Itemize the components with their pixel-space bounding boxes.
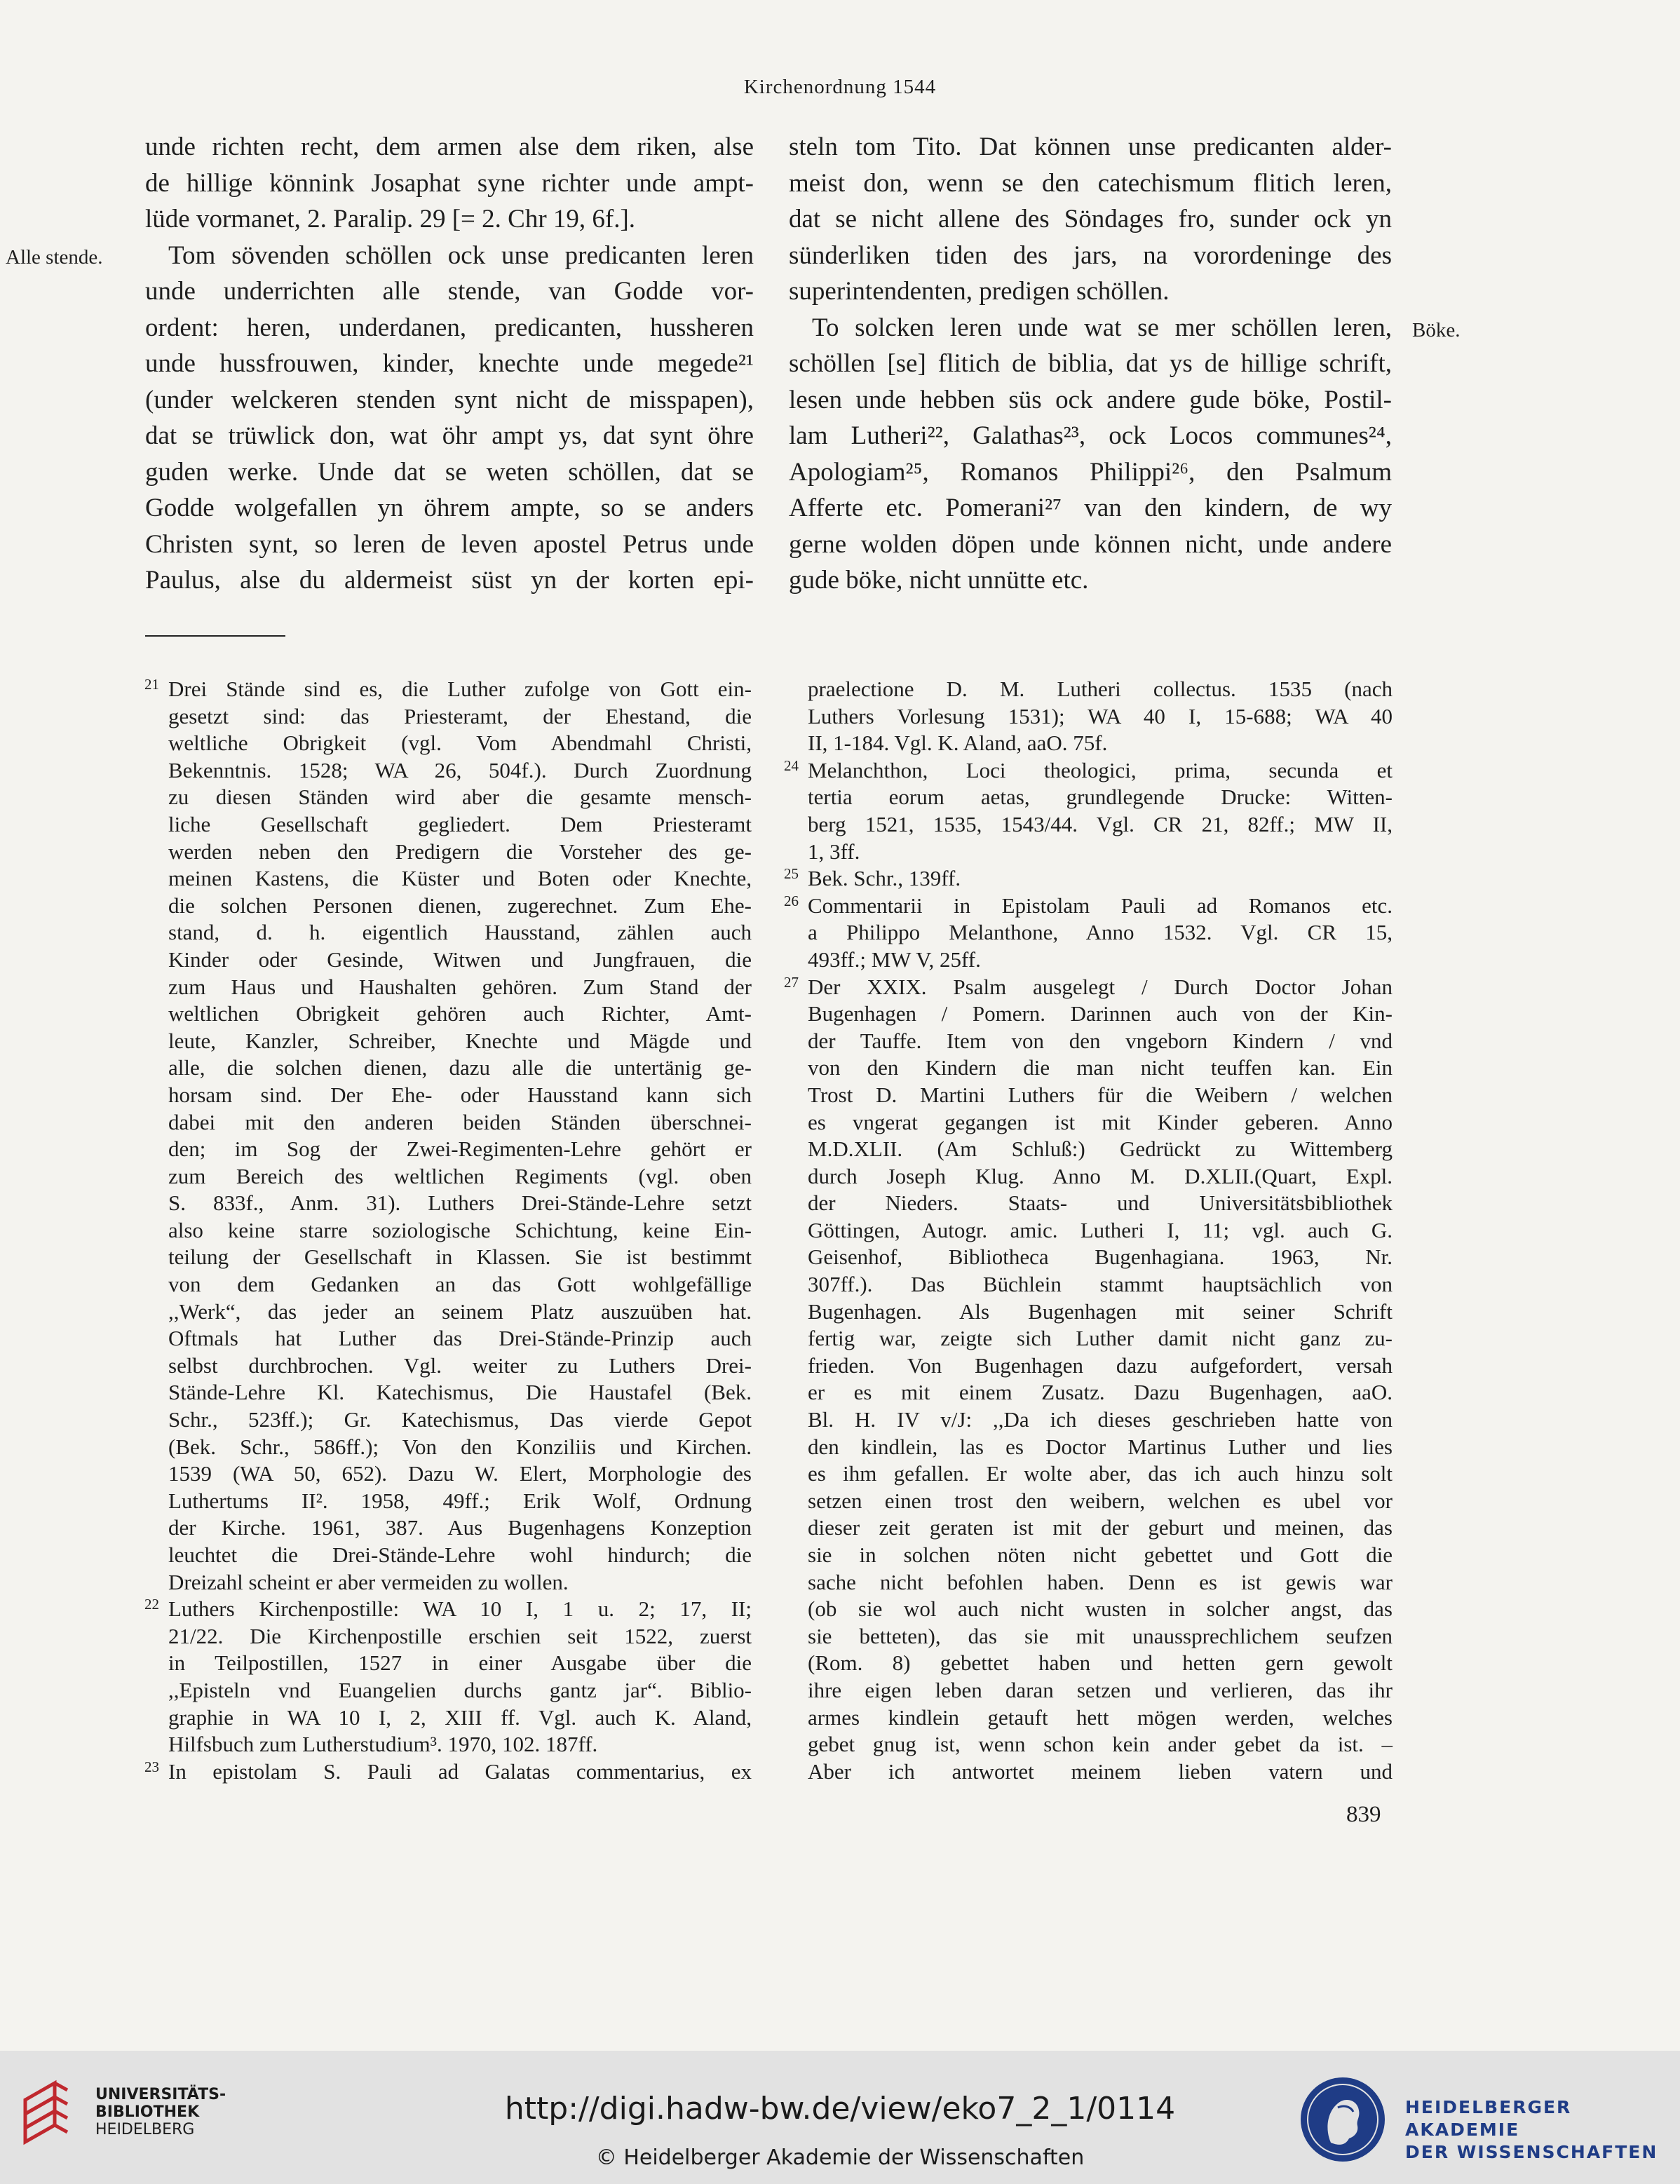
footnote-line: 307ff.). Das Büchlein stammt hauptsächlich von — [808, 1272, 1393, 1297]
footnote-line: In epistolam S. Pauli ad Galatas commentarius, ex — [168, 1758, 752, 1784]
footnote-line: teilung der Gesellschaft in Klassen. Sie ist bestimmt — [168, 1244, 752, 1270]
footnote-line: leuchtet die Drei-Stände-Lehre wohl hindurch; die — [168, 1542, 752, 1567]
footnote-line: ,,Episteln vnd Euangelien durchs gantz jar“. Biblio- — [168, 1677, 752, 1702]
footnote-line: Aber ich antwortet meinem lieben vatern und — [808, 1758, 1393, 1784]
footnote-line: Bugenhagen / Pomern. Darinnen auch von der Kin- — [808, 1001, 1393, 1026]
footnote-number: 27 — [784, 973, 799, 991]
text-line: lüde vormanet, 2. Paralip. 29 [= 2. Chr 19, 6f.]. — [145, 205, 636, 233]
footnote-line: sie in solchen nöten nicht gebettet und Gott die — [808, 1542, 1393, 1567]
copyright-notice: © Heidelberger Akademie der Wissenschaften — [595, 2145, 1085, 2170]
text-line: gerne wolden döpen unde können nicht, unde andere — [789, 529, 1392, 559]
text-line: dat se nicht allene des Söndages fro, sunder ock yn — [789, 205, 1392, 233]
footnote-line: ihre eigen leben daran setzen und verlieren, das ihr — [808, 1677, 1393, 1702]
main-text-right-column — [789, 129, 1392, 599]
footnote-line: sache nicht befohlen haben. Denn es ist gewis war — [808, 1569, 1393, 1594]
footnote-number: 24 — [784, 757, 799, 774]
footnote-line: ,,Werk“, das jeder an seinem Platz auszuüben hat. — [168, 1298, 752, 1324]
footnote-line: Trost D. Martini Luthers für die Weibern / welchen — [808, 1082, 1393, 1107]
document-url-link[interactable]: http://digi.hadw-bw.de/view/eko7_2_1/0114 — [504, 2091, 1176, 2127]
footnote-line: weltlichen Obrigkeit gehören auch Richter, Amt- — [168, 1001, 752, 1026]
footnote-line: Luthertums II². 1958, 49ff.; Erik Wolf, Ordnung — [168, 1488, 752, 1513]
footnote-line: frieden. Von Bugenhagen dazu aufgefordert, versah — [808, 1352, 1393, 1378]
text-line: unde richten recht, dem armen alse dem riken, alse — [145, 133, 754, 161]
text-line: Afferte etc. Pomerani²⁷ van den kindern, de wy — [789, 494, 1392, 522]
footnote-line: Der XXIX. Psalm ausgelegt / Durch Doctor Johan — [808, 974, 1393, 999]
footnote-line: der Kirche. 1961, 387. Aus Bugenhagens Konzeption — [168, 1515, 752, 1540]
footnote-line: Drei Stände sind es, die Luther zufolge von Gott ein- — [168, 677, 752, 701]
footnote-line: armes kindlein getauft hett mögen werden, welches — [808, 1704, 1393, 1730]
text-line: Godde wolgefallen yn öhrem ampte, so se anders — [145, 494, 754, 522]
footnote-line: durch Joseph Klug. Anno M. D.XLII.(Quart, Expl. — [808, 1163, 1393, 1188]
footnote-line: Luthers Vorlesung 1531); WA 40 I, 15-688; WA 40 — [808, 703, 1393, 728]
text-line: (under welckeren stenden synt nicht de misspapen), — [145, 385, 754, 414]
footnote-line: M.D.XLII. (Am Schluß:) Gedrückt zu Wittemberg — [808, 1137, 1393, 1162]
hadw-line-1: HEIDELBERGER AKADEMIE — [1405, 2097, 1572, 2140]
text-line: sünderliken tiden des jars, na vorordeninge des — [789, 240, 1392, 270]
text-line: unde hussfrouwen, kinder, knechte unde megede²¹ — [145, 349, 754, 378]
footnote-line: 21/22. Die Kirchenpostille erschien seit 1522, zuerst — [168, 1623, 752, 1648]
footnote-line: weltliche Obrigkeit (vgl. Vom Abendmahl Christi, — [168, 731, 752, 756]
text-line: guden werke. Unde dat se weten schöllen, dat se — [145, 457, 754, 487]
footnote-line: leute, Kanzler, Schreiber, Knechte und Mägde und — [168, 1028, 752, 1053]
footnote-line: meinen Kastens, die Küster und Boten oder Knechte, — [168, 866, 752, 891]
text-line: Apologiam²⁵, Romanos Philippi²⁶, den Psalmum — [789, 457, 1392, 487]
text-line: lam Lutheri²², Galathas²³, ock Locos communes²⁴, — [789, 421, 1392, 450]
footnote-line: tertia eorum aetas, grundlegende Drucke: Witten- — [808, 785, 1393, 810]
footnote-line: von den Kindern die man nicht teuffen kan. Ein — [808, 1055, 1393, 1080]
footnote-line: graphie in WA 10 I, 2, XIII ff. Vgl. auch K. Aland, — [168, 1704, 752, 1730]
footnote-line: gebet gnug ist, wenn schon kein ander gebet da ist. – — [808, 1732, 1393, 1757]
ub-line-1: UNIVERSITÄTS- — [95, 2086, 226, 2103]
footnote-line: von dem Gedanken an das Gott wohlgefällige — [168, 1272, 752, 1297]
ub-line-2: BIBLIOTHEK — [95, 2103, 200, 2121]
footnote-line: praelectione D. M. Lutheri collectus. 1535 (nach — [808, 677, 1393, 701]
margin-note-alle-stende: Alle stende. — [6, 246, 103, 269]
footnote-line: Bekenntnis. 1528; WA 26, 504f.). Durch Zuordnung — [168, 757, 752, 782]
footnote-line: Kinder oder Gesinde, Witwen und Jungfrauen, die — [168, 947, 752, 972]
academy-seal-icon[interactable] — [1297, 2074, 1388, 2169]
text-line: de hillige könnink Josaphat syne richter unde ampt- — [145, 168, 754, 198]
footnote-line: Göttingen, Autogr. amic. Lutheri I, 11; vgl. auch G. — [808, 1217, 1393, 1242]
text-line: Christen synt, so leren de leven apostel Petrus unde — [145, 529, 754, 559]
footnote-line: (ob sie wol auch nicht wusten in solcher angst, das — [808, 1596, 1393, 1622]
footnote-line: also keine starre soziologische Schichtung, keine Ein- — [168, 1217, 752, 1242]
footnote-line: horsam sind. Der Ehe- oder Hausstand kann sich — [168, 1082, 752, 1107]
footnote-line: Stände-Lehre Kl. Katechismus, Die Haustafel (Bek. — [168, 1380, 752, 1405]
footnote-line: 1539 (WA 50, 652). Dazu W. Elert, Morphologie des — [168, 1461, 752, 1486]
footnote-line: Luthers Kirchenpostille: WA 10 I, 1 u. 2; 17, II; — [168, 1596, 752, 1622]
main-text-left-column — [145, 129, 754, 599]
footnote-line: werden neben den Predigern die Vorsteher des ge- — [168, 839, 752, 864]
footnote-rule — [145, 635, 285, 637]
ub-line-3: HEIDELBERG — [95, 2121, 195, 2138]
footnote-number: 25 — [784, 865, 799, 883]
text-line: gude böke, nicht unnütte etc. — [789, 566, 1089, 595]
footnote-line: selbst durchbrochen. Vgl. weiter zu Luthers Drei- — [168, 1352, 752, 1378]
footnote-line: S. 833f., Anm. 31). Luthers Drei-Stände-Lehre setzt — [168, 1191, 752, 1216]
footnote-line: Bugenhagen. Als Bugenhagen mit seiner Schrift — [808, 1298, 1393, 1324]
footnote-line: zu diesen Ständen wird aber die gesamte mensch- — [168, 785, 752, 810]
text-line: Tom sövenden schöllen ock unse predicanten leren — [168, 240, 754, 270]
text-line: superintendenten, predigen schöllen. — [789, 277, 1170, 306]
footnote-line: zum Haus und Haushalten gehören. Zum Stand der — [168, 974, 752, 999]
footnote-line: gesetzt sind: das Priesteramt, der Ehestand, die — [168, 703, 752, 728]
footnotes-left-column — [144, 676, 752, 1785]
footnote-line: Geisenhof, Bibliotheca Bugenhagiana. 1963, Nr. — [808, 1244, 1393, 1270]
text-line: ordent: heren, underdanen, predicanten, hussheren — [145, 313, 754, 342]
footnote-line: 1, 3ff. — [808, 839, 860, 864]
footnote-number: 26 — [784, 892, 799, 909]
footnote-line: Dreizahl scheint er aber vermeiden zu wollen. — [168, 1569, 569, 1594]
footnotes-right-column — [784, 676, 1393, 1785]
text-line: unde underrichten alle stende, van Godde vor- — [145, 277, 754, 306]
footnote-line: Schr., 523ff.); Gr. Katechismus, Das vierde Gepot — [168, 1407, 752, 1432]
footnote-number: 23 — [144, 1758, 159, 1775]
footnote-line: Bek. Schr., 139ff. — [808, 866, 961, 891]
margin-note-boeke: Böke. — [1412, 319, 1461, 341]
page-number: 839 — [1346, 1802, 1381, 1827]
footnote-line: liche Gesellschaft gegliedert. Dem Priesteramt — [168, 811, 752, 836]
footnote-line: Hilfsbuch zum Lutherstudium³. 1970, 102. 187ff. — [168, 1732, 598, 1757]
text-line: schöllen [se] flitich de biblia, dat ys de hillige schrift, — [789, 349, 1392, 378]
text-line: meist don, wenn se den catechismum flitich leren, — [789, 168, 1392, 198]
text-line: To solcken leren unde wat se mer schöllen leren, — [812, 313, 1392, 342]
footnote-line: den kindlein, las es Doctor Martinus Luther und lies — [808, 1434, 1393, 1459]
footnote-line: dabei mit den anderen beiden Ständen überschnei- — [168, 1109, 752, 1134]
footnote-line: a Philippo Melanthone, Anno 1532. Vgl. CR 15, — [808, 920, 1393, 945]
footnote-line: zum Bereich des weltlichen Regiments (vgl. oben — [168, 1163, 752, 1188]
footnote-line: dieser zeit geraten ist mit der geburt und meinen, das — [808, 1515, 1393, 1540]
footnote-line: (Rom. 8) gebettet haben und hetten gern gewolt — [808, 1650, 1393, 1676]
footnote-line: es vngerat gegangen ist mit Kinder geberen. Anno — [808, 1109, 1393, 1134]
footnote-line: in Teilpostillen, 1527 in einer Ausgabe über die — [168, 1650, 752, 1676]
hadw-line-2: DER WISSENSCHAFTEN — [1405, 2142, 1658, 2162]
footnote-line: Melanchthon, Loci theologici, prima, secunda et — [808, 757, 1393, 782]
footnote-line: sie betteten), das sie mit unaussprechlichem seufzen — [808, 1623, 1393, 1648]
footnote-line: stand, d. h. eigentlich Hausstand, zählen auch — [168, 920, 752, 945]
footnote-line: Oftmals hat Luther das Drei-Stände-Prinzip auch — [168, 1326, 752, 1351]
footnote-line: fertig war, zeigte sich Luther damit nicht ganz zu- — [808, 1326, 1393, 1351]
footnote-line: die solchen Personen dienen, zugerechnet. Zum Ehe- — [168, 893, 752, 918]
footnote-line: der Tauffe. Item von den vngeborn Kindern / vnd — [808, 1028, 1393, 1053]
footnote-line: es ihm gefallen. Er wolte aber, das ich auch hinzu solt — [808, 1461, 1393, 1486]
footnote-line: (Bek. Schr., 586ff.); Von den Konziliis und Kirchen. — [168, 1434, 752, 1459]
footnote-line: Bl. H. IV v/J: ,,Da ich dieses geschrieben hatte von — [808, 1407, 1393, 1432]
footnote-line: Commentarii in Epistolam Pauli ad Romanos etc. — [808, 893, 1393, 918]
footnote-line: 493ff.; MW V, 25ff. — [808, 947, 981, 972]
text-line: lesen unde hebben süs ock andere gude böke, Postil- — [789, 385, 1392, 414]
footnote-line: den; im Sog der Zwei-Regimenten-Lehre gehört er — [168, 1137, 752, 1162]
text-line: Paulus, alse du aldermeist süst yn der korten epi- — [145, 566, 754, 595]
footnote-number: 22 — [144, 1596, 159, 1613]
academy-name — [1405, 2096, 1680, 2164]
text-line: dat se trüwlick don, wat öhr ampt ys, dat synt öhre — [145, 421, 754, 450]
running-head: Kirchenordnung 1544 — [743, 76, 937, 98]
footnote-line: alle, die solchen dienen, dazu alle die untertänig ge- — [168, 1055, 752, 1080]
footnote-line: berg 1521, 1535, 1543/44. Vgl. CR 21, 82ff.; MW II, — [808, 811, 1393, 836]
footnote-line: der Nieders. Staats- und Universitätsbibliothek — [808, 1191, 1393, 1216]
text-line: steln tom Tito. Dat können unse predicanten alder- — [789, 133, 1392, 161]
footnote-line: er es mit einem Zusatz. Dazu Bugenhagen, aaO. — [808, 1380, 1393, 1405]
footnote-line: II, 1-184. Vgl. K. Aland, aaO. 75f. — [808, 731, 1108, 756]
footnote-number: 21 — [144, 676, 159, 693]
footnote-line: setzen einen trost den weibern, welchen es ubel vor — [808, 1488, 1393, 1513]
